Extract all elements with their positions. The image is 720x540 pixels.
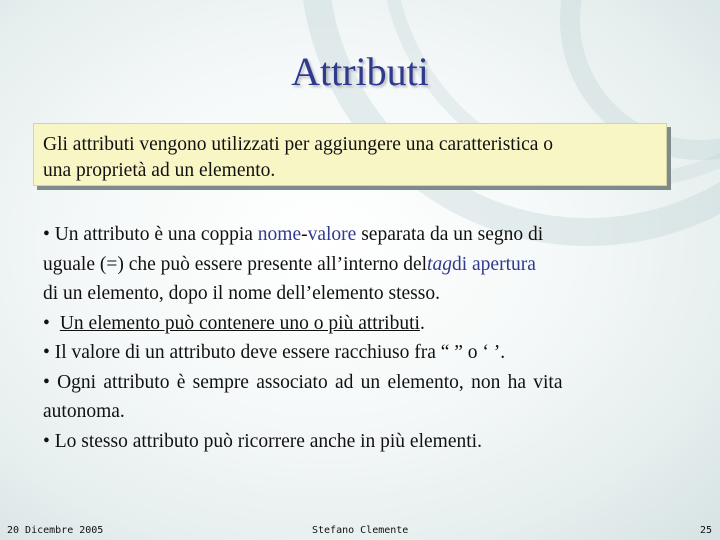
bullet-line: autonoma. xyxy=(43,401,125,422)
keyword-separator: - xyxy=(301,224,308,245)
bullet-list xyxy=(43,220,672,456)
footer-author: Stefano Clemente xyxy=(312,525,409,536)
keyword-apertura: di apertura xyxy=(451,253,536,275)
definition-line: una proprietà ad un elemento. xyxy=(43,160,276,181)
underlined-text: Un elemento può contenere uno o più attributi xyxy=(59,312,420,334)
bullet-text-segment: uguale (=) che può essere presente all’interno del xyxy=(43,253,428,275)
definition-line: Gli attributi vengono utilizzati per aggiungere una caratteristica o xyxy=(43,134,554,155)
slide-title: Attributi xyxy=(291,49,429,94)
keyword-valore: valore xyxy=(307,224,357,245)
bullet-line xyxy=(43,220,672,250)
keyword-tag: tag xyxy=(427,253,452,275)
bullet-line xyxy=(43,250,672,280)
bullet-marker: • xyxy=(43,312,50,334)
bullet-line: • Il valore di un attributo deve essere racchiuso fra “ ” o ‘ ’. xyxy=(43,342,506,363)
bullet-line: di un elemento, dopo il nome dell’elemento stesso. xyxy=(43,283,440,304)
bullet-text xyxy=(43,220,543,250)
bullet-text-segment: . xyxy=(419,312,425,334)
footer-page-number: 25 xyxy=(699,525,712,536)
bullet-line xyxy=(43,309,672,339)
bullet-line: • Ogni attributo è sempre associato ad un elemento, non ha vita xyxy=(43,371,563,393)
footer-date: 20 Dicembre 2005 xyxy=(7,525,104,536)
bullet-line: • Lo stesso attributo può ricorrere anche in più elementi. xyxy=(43,430,482,452)
definition-box xyxy=(33,123,667,186)
bullet-text-segment: separata da un segno di xyxy=(356,224,544,245)
bullet-text-segment: • Un attributo è una coppia xyxy=(43,224,258,245)
keyword-nome: nome xyxy=(257,224,302,245)
